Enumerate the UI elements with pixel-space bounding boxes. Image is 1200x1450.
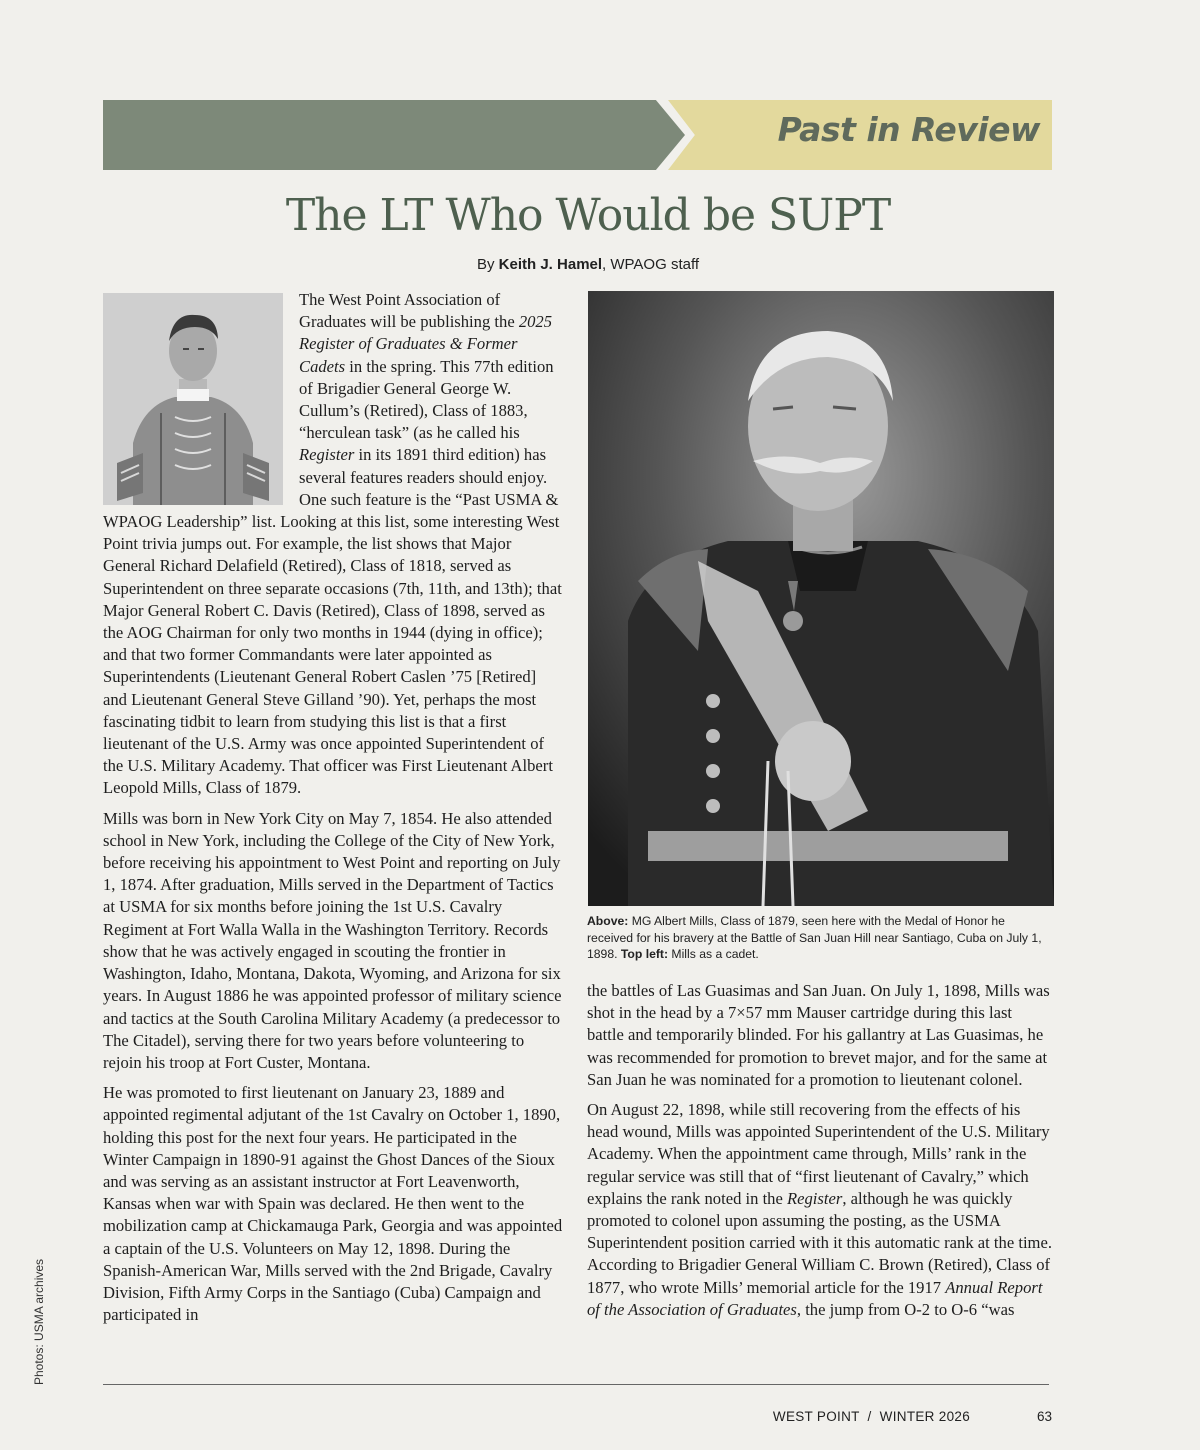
register-italic-2: Register [787,1188,843,1208]
photo-caption [587,913,1052,963]
general-mills-portrait-photo [588,291,1054,906]
paragraph-1-text: The West Point Association of Graduates will be publishing the [299,290,519,332]
paragraph-5-text-end: , the jump from O-2 to O-6 “was [796,1299,1015,1319]
photo-credit: Photos: USMA archives [32,1258,46,1385]
paragraph-3: He was promoted to first lieutenant on January 23, 1889 and appointed regimental adjutant of the 1st Cavalry on October 1, 1890, holding this post for the next four years. He participated in the Winter Campaign in 1890-91 against the Ghost Dances of the Sioux and was serving as an assistant instructor at Fort Leavenworth, Kansas when war with Spain was declared. He then went to the mobilization camp at Chickamauga Park, Georgia and was appointed a captain of the U.S. Volunteers on May 12, 1898. During the Spanish-American War, Mills served with the 2nd Brigade, Cavalry Division, Fifth Army Corps in the Santiago (Cuba) Campaign and participated in [103,1083,563,1325]
paragraph-1-text-cont: in the spring. This 77th edition of Brigadier General George W. Cullum’s (Retired), Class of 1883, “herculean task” (as he called his [299,356,554,443]
register-title-italic: 2025 Register of Graduates & Former Cadets [299,312,553,376]
caption-above-text: MG Albert Mills, Class of 1879, seen here with the Medal of Honor he received for his bravery at the Battle of San Juan Hill near Santiago, Cuba on July 1, 1898. [587,914,1042,961]
byline-suffix: , WPAOG staff [602,256,700,273]
byline [103,256,1073,273]
caption-topleft-text: Mills as a cadet. [668,947,759,961]
byline-author: Keith J. Hamel [498,256,603,273]
footer-publication: WEST POINT / WINTER 2026 [772,1409,970,1424]
article-column-right [587,980,1052,1329]
caption-above-label: Above: [587,914,629,928]
page-number: 63 [1036,1409,1052,1424]
footer-divider [103,1384,1049,1385]
paragraph-5-text: On August 22, 1898, while still recovering from the effects of his head wound, Mills was appointed Superintendent of the U.S. Military Academy. When the appointment came through, Mills’ rank in the regular service was still that of “first lieutenant of Cavalry,” which explains the rank noted in the [587,1100,1050,1208]
caption-topleft-label: Top left: [620,947,669,961]
paragraph-1-text-end: in its 1891 third edition) has several features readers should enjoy. One such feature is the “Past USMA & WPAOG Leadership” list. Looking at this list, some interesting West Point trivia jumps out. For example, the list shows that Major General Richard Delafield (Retired), Class of 1818, served as Superintendent on three separate occasions (7th, 11th, and 13th); that Major General Robert C. Davis (Retired), Class of 1898, served as the AOG Chairman for only two months in 1944 (dying in office); and that two former Commandants were later appointed as Superintendents (Lieutenant General Robert Caslen ’75 [Retired] and Lieutenant General Steve Gilland ’90). Yet, perhaps the most fascinating tidbit to learn from studying this list is that a first lieutenant of the U.S. Army was once appointed Superintendent of the U.S. Military Academy. That officer was First Lieutenant Albert Leopold Mills, Class of 1879. [103,445,562,798]
paragraph-2: Mills was born in New York City on May 7, 1854. He also attended school in New York, including the College of the City of New York, before receiving his appointment to West Point and reporting on July 1, 1874. After graduation, Mills served in the Department of Tactics at USMA for six months before joining the 1st U.S. Cavalry Regiment at Fort Walla Walla in the Washington Territory. Records show that he was actively engaged in scouting the frontier in Washington, Idaho, Montana, Dakota, Wyoming, and Arizona for six years. In August 1886 he was appointed professor of military science and tactics at the South Carolina Military Academy (a predecessor to The Citadel), serving there for two years before volunteering to rejoin his troop at Fort Custer, Montana. [103,808,562,1072]
section-banner [103,100,685,170]
article-column-left [103,289,563,1334]
register-italic: Register [299,445,355,465]
paragraph-5-text-cont: , although he was quickly promoted to colonel upon assuming the posting, as the USMA Superintendent position carried with it this automatic rank at the time. According to Brigadier General William C. Brown (Retired), Class of 1877, who wrote Mills’ memorial article for the 1917 [587,1188,1052,1297]
article-title: The LT Who Would be SUPT [285,190,891,241]
cadet-portrait-photo [103,293,283,505]
annual-report-italic: Annual Report of the Association of Graduates [587,1277,1043,1319]
paragraph-4: the battles of Las Guasimas and San Juan. On July 1, 1898, Mills was shot in the head by a 7×57 mm Mauser cartridge during this last battle and temporarily blinded. For his gallantry at Las Guasimas, he was recommended for promotion to brevet major, and for the same at San Juan he was nominated for a promotion to lieutenant colonel. [587,981,1050,1089]
section-label: Past in Review [777,110,1040,149]
byline-prefix: By [476,256,499,273]
